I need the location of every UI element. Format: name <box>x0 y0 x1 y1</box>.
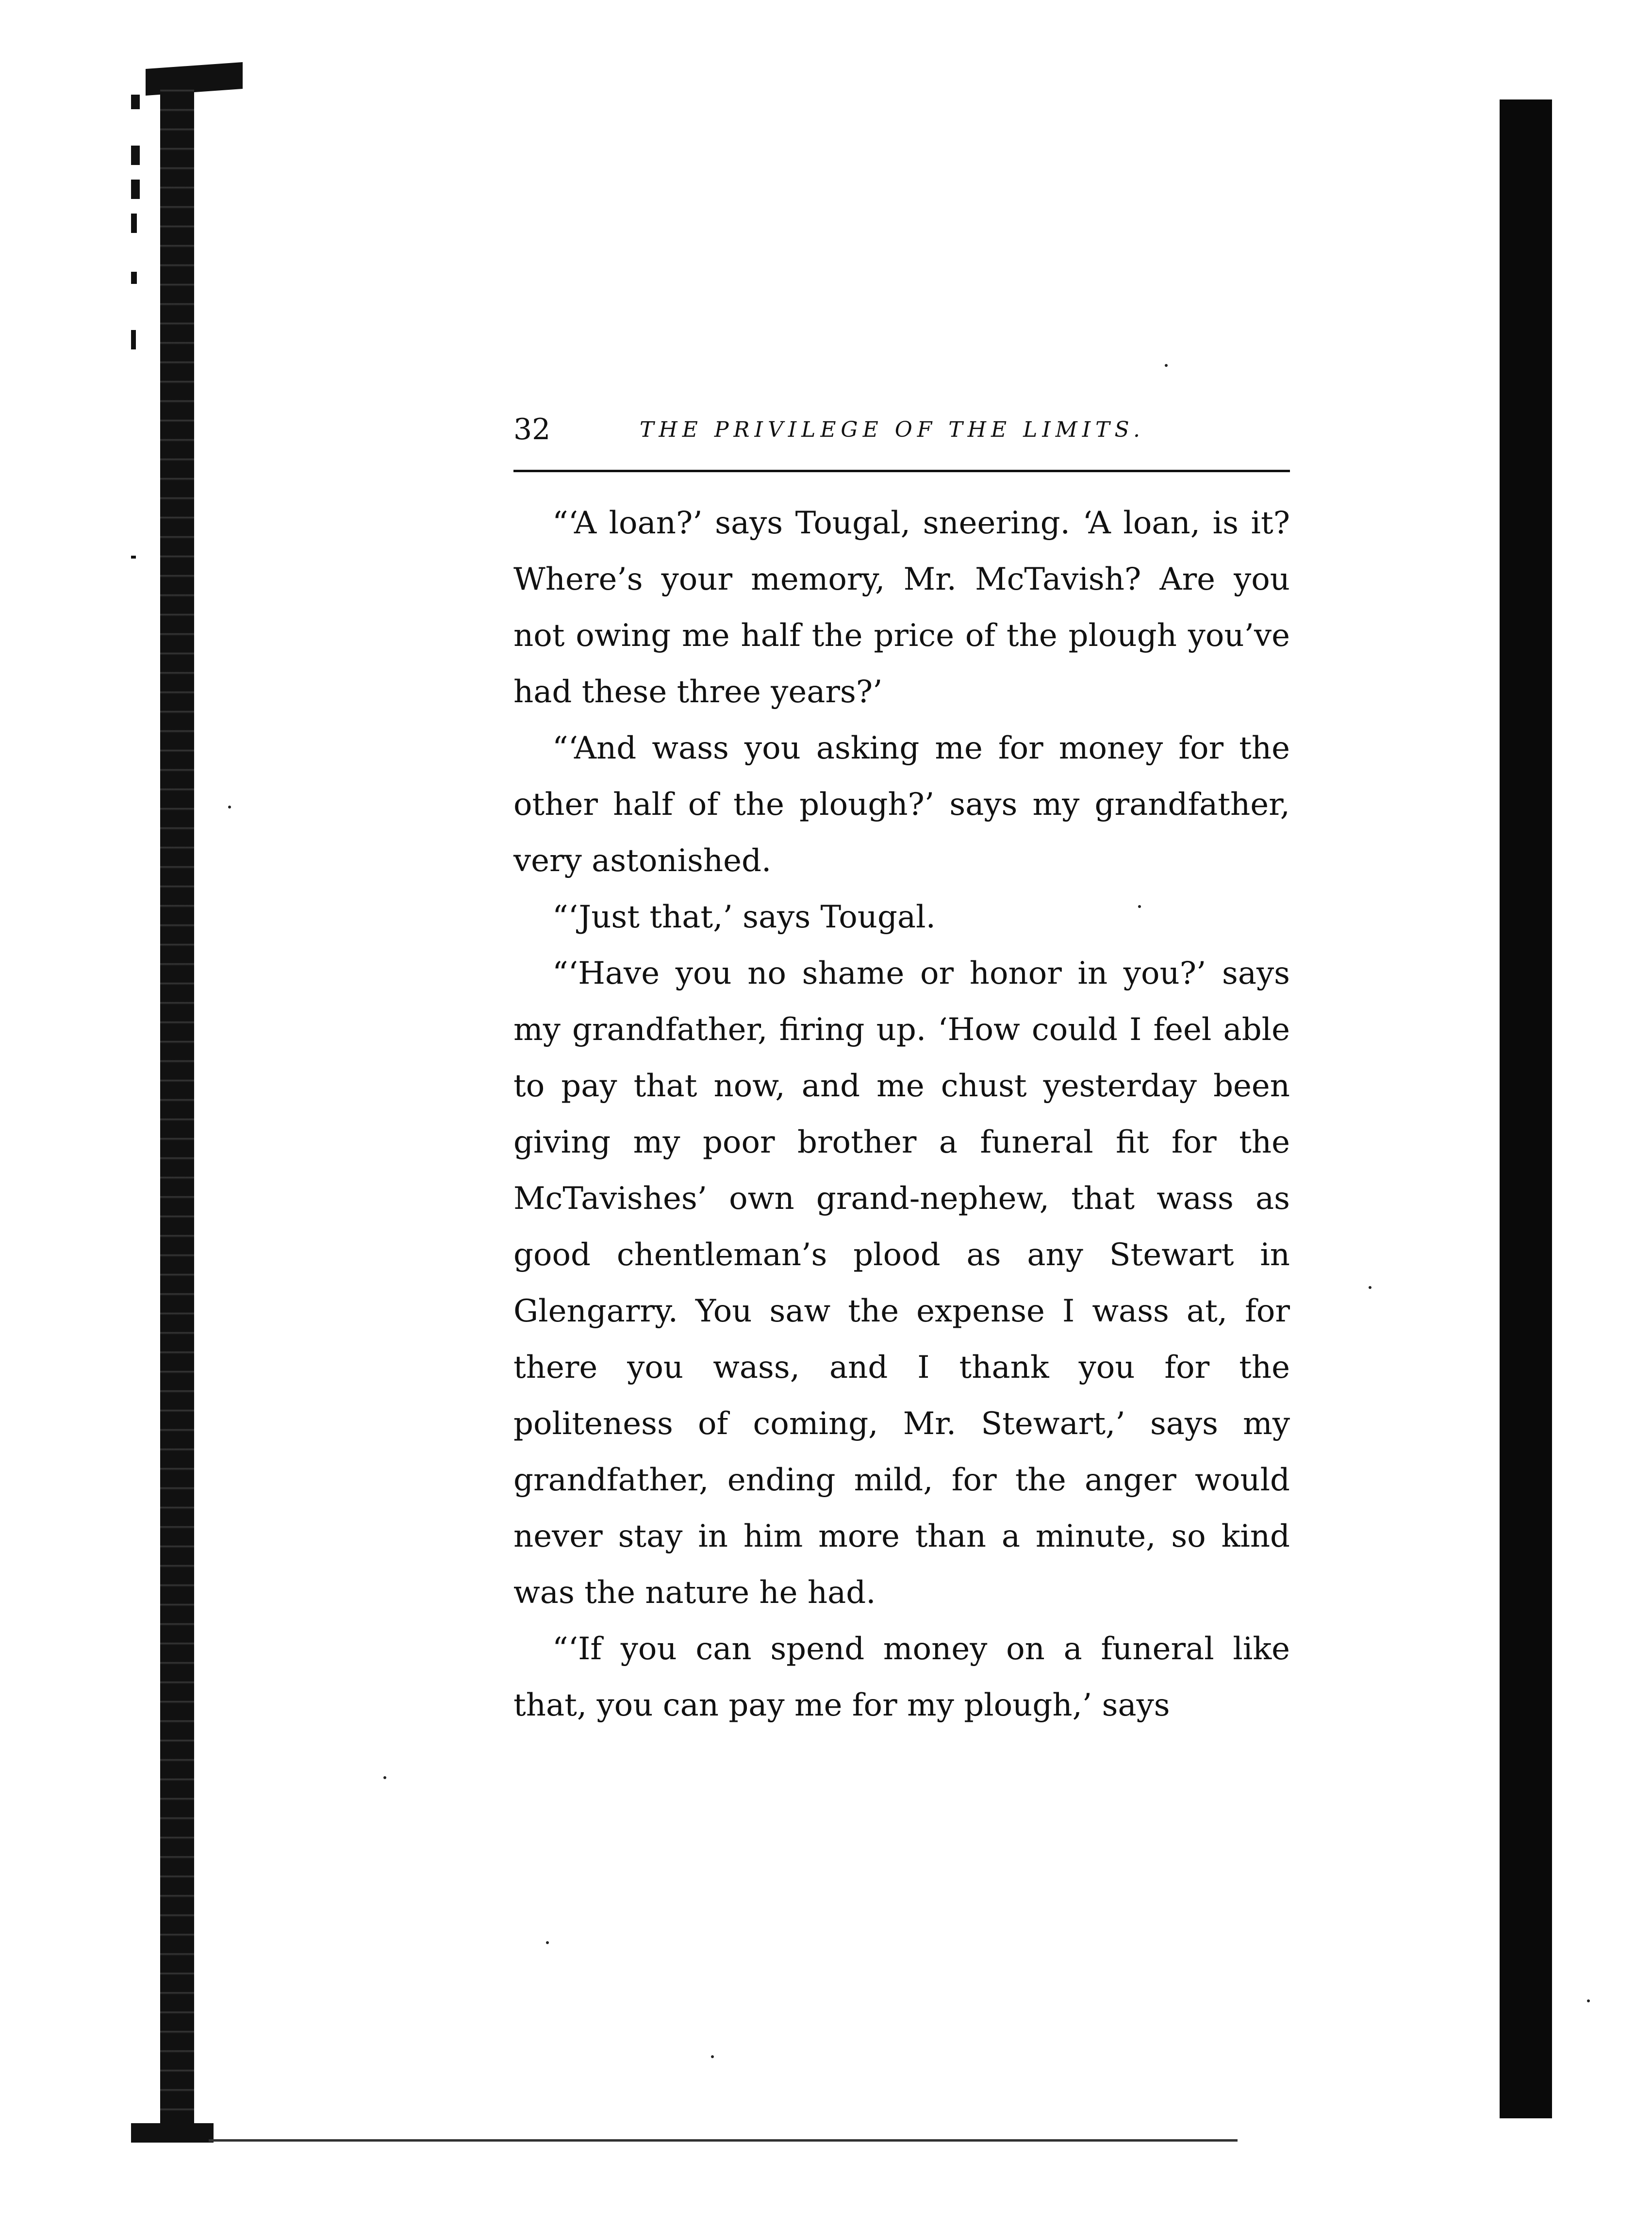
scan-speck <box>546 1941 549 1944</box>
paragraph: “‘And wass you asking me for money for the other half of the plough?’ says my grandfather, very astonished. <box>513 730 1290 879</box>
scan-speck <box>1587 1999 1590 2002</box>
scan-speck <box>383 1776 386 1779</box>
binding-edge-bottom <box>131 2123 214 2143</box>
scan-mark <box>131 180 140 199</box>
scan-mark <box>131 146 140 165</box>
binding-edge <box>160 73 194 2140</box>
running-head <box>513 413 1290 446</box>
running-title: THE PRIVILEGE OF THE LIMITS. <box>640 417 1145 442</box>
page-bottom-edge <box>209 2139 1238 2142</box>
scan-mark <box>131 95 140 109</box>
scan-mark <box>131 556 136 559</box>
paragraph: “‘A loan?’ says Tougal, sneering. ‘A loan, is it? Where’s your memory, Mr. McTavish? Are you not owing me half the price of the plough you’ve had these three years?’ <box>513 505 1290 710</box>
scan-speck <box>228 806 231 809</box>
body-text <box>513 495 1290 1733</box>
scan-speck <box>1165 364 1168 367</box>
scan-speck <box>711 2055 714 2058</box>
scan-mark <box>131 214 137 233</box>
header-rule <box>513 470 1290 472</box>
page-right-edge <box>1500 99 1552 2118</box>
scan-mark <box>131 272 137 284</box>
scan-speck <box>1369 1286 1371 1289</box>
paragraph: “‘Just that,’ says Tougal. <box>552 899 936 935</box>
paragraph: “‘Have you no shame or honor in you?’ says my grandfather, firing up. ‘How could I feel able to pay that now, and me chust yesterday been giving my poor brother a funeral fit for the McTavishes’ own grand-nephew, that wass as good chentleman’s plood as any Stewart in Glengarry. You saw the expense I wass at, for there you wass, and I thank you for the politeness of coming, Mr. Stewart,’ says my grandfather, ending mild, for the anger would never stay in him more than a minute, so kind was the nature he had. <box>513 956 1290 1611</box>
paragraph: “‘If you can spend money on a funeral like that, you can pay me for my plough,’ says <box>513 1631 1290 1723</box>
page-number: 32 <box>513 413 551 446</box>
scan-mark <box>131 330 136 349</box>
